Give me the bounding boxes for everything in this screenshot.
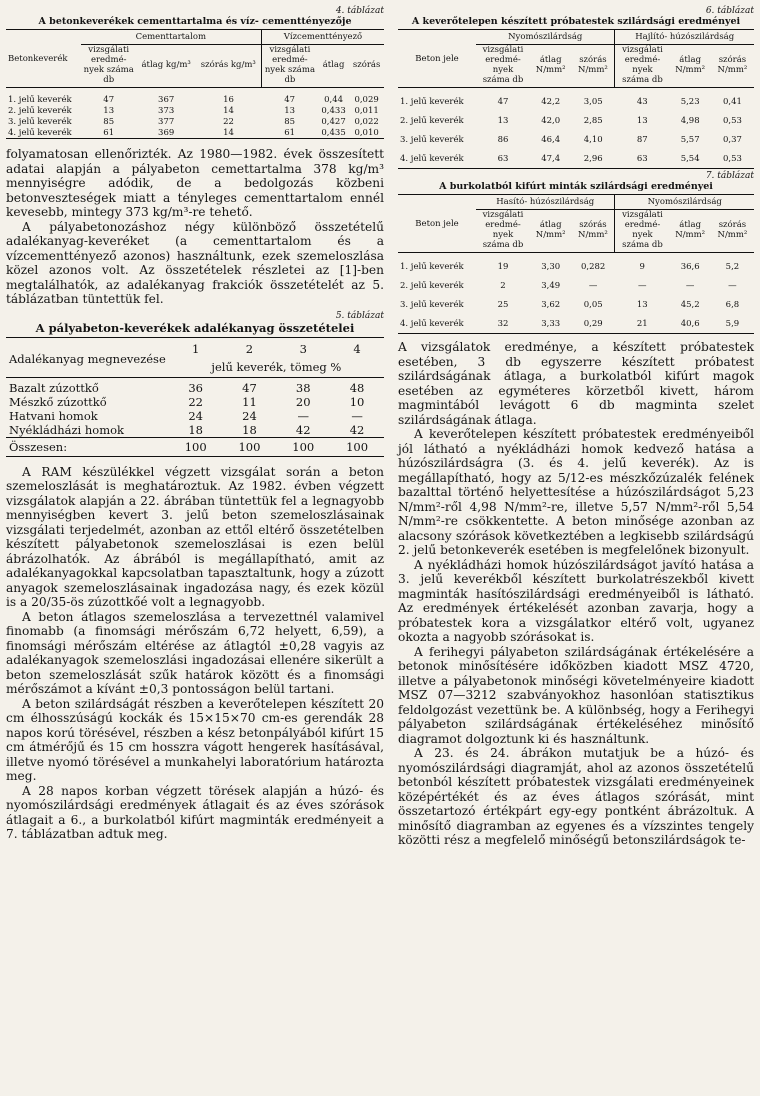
table5-row: Nyékládházi homok 18 18 42 42 [9, 422, 365, 437]
paragraph: A keverőtelepen készített próbatestek eredményeiből jól látható a nyékládházi homok kedvező hatása a húzószilárdságra (3. és 4. jelű keverék). Az is megállapítható, hogy az 5/12-es mészkőzúzalék felének bazalttal történő helyettesítése a húzószilárdságot 5,23 N/mm²-ről 4,98 N/mm²-re, illetve 5,57 N/mm²-ről 5,54 N/mm²-re csökkentette. A beton minősége azonban az alacsony szórások következtében a legkisebb szilárdságú 2. jelű betonkeverék esetében is megfelelőnek bizonyult. [398, 427, 754, 557]
table4-row: 2. jelű keverék 13 373 14 13 0,433 0,011 [8, 105, 379, 116]
table6-h-count2: vizsgálati eredmé- nyek száma db [615, 45, 670, 88]
table6-h-count: vizsgálati eredmé- nyek száma db [476, 45, 530, 88]
table5-row: Mészkő zúzottkő 22 11 20 10 [9, 394, 365, 409]
table4-h-avg-unit: átlag kg/m³ [137, 45, 196, 88]
table6-row: 1. jelű keverék 47 42,2 3,05 43 5,23 0,41 [400, 96, 742, 107]
table5-row-header: Adalékanyag megnevezése [6, 337, 169, 377]
table7-group-split: Hasító- húzószilárdság [476, 195, 615, 210]
table5-row: Hatvani homok 24 24 — — [9, 408, 363, 423]
paragraph: A 28 napos korban végzett törések alapján a húzó- és nyomószilárdsági eredmények átlagait és az éves szórások átlagait a 6., a burkolatból kifúrt magminták eredményeit a 7. táblázatban adtuk meg. [6, 783, 384, 841]
table6-row-header: Beton jele [398, 30, 476, 88]
table4-row: 3. jelű keverék 85 377 22 85 0,427 0,022 [8, 116, 379, 127]
table7-h-count2: vizsgálati eredmé- nyek száma db [615, 210, 670, 253]
table4-h-sd-unit: szórás kg/m³ [196, 45, 262, 88]
table6-h-avg2: átlag N/mm² [669, 45, 710, 88]
paragraph: A beton átlagos szemeloszlása a tervezettnél valamivel finomabb (a finomsági mérőszám 6,72 helyett, 6,59), a finomsági mérőszám eltérése az átlagtól ±0,28 vagyis az adalékanyagok szemeloszlási ingadozásai ellenére sikerült a beton szemeloszlását szűk határok között és a finomsági mérőszámot a kívánt ±0,3 pontosságon belül tartani. [6, 609, 384, 696]
paragraph: A nyékládházi homok húzószilárdságot javító hatása a 3. jelű keverékből készített burkolatrészekből kivett magminták hasítószilárdsági eredményeiből is látható. Az eredmények értékelését azonban zavarja, hogy a próbatestek kora a vizsgálatkor eltérő volt, ugyanez okozta a nagyobb szórásokat is. [398, 557, 754, 644]
table4 [6, 29, 384, 139]
table4-h-count: vizsgálati eredmé- nyek száma db [81, 45, 137, 88]
table7-row: 2. jelű keverék 2 3,49 — — — — [400, 280, 737, 291]
table6-row: 3. jelű keverék 86 46,4 4,10 87 5,57 0,37 [400, 134, 742, 145]
table6-group-flexural: Hajlító- húzószilárdság [615, 30, 754, 45]
table4-group-wc: Vízcementtényező [261, 30, 384, 45]
table6 [398, 29, 754, 169]
table6-h-sd: szórás N/mm² [571, 45, 615, 88]
table5-row: Bazalt zúzottkő 36 47 38 48 [9, 380, 365, 395]
table4-title: A betonkeverékek cementtartalma és víz- cementtényezője [38, 16, 352, 27]
table7-h-sd: szórás N/mm² [571, 210, 615, 253]
table6-h-avg: átlag N/mm² [530, 45, 571, 88]
table7-h-sd2: szórás N/mm² [711, 210, 754, 253]
table4-row: 4. jelű keverék 61 369 14 61 0,435 0,010 [8, 127, 379, 138]
table7-row: 1. jelű keverék 19 3,30 0,282 9 36,6 5,2 [400, 261, 740, 272]
table4-h-count2: vizsgálati eredmé- nyek száma db [261, 45, 318, 88]
right-column [398, 6, 754, 848]
right-text-block [398, 340, 754, 848]
table7-group-compressive: Nyomószilárdság [615, 195, 754, 210]
table4-row: 1. jelű keverék 47 367 16 47 0,44 0,029 [8, 94, 379, 105]
left-column [6, 6, 384, 842]
table7-title: A burkolatból kifúrt minták szilárdsági eredményei [439, 181, 713, 192]
table5-subheader: jelű keverék, tömeg % [169, 356, 384, 378]
table6-number: 6. táblázat [705, 6, 754, 16]
table6-h-sd2: szórás N/mm² [711, 45, 754, 88]
table7-h-avg: átlag N/mm² [530, 210, 571, 253]
paragraph: A RAM készülékkel végzett vizsgálat során a beton szemeloszlását is meghatároztuk. Az 1982. évben végzett vizsgálatok alapján a 22. ábrában tüntettük fel a legnagyobb mennyiségben kevert 3. jelű beton szemeloszlásainak vizsgálati terjedelmét, azonban az ettől eltérő összetételben készített pályabetonok szemeloszlásai is ezen belül ábrázolhatók. Az ábrából is megállapítható, amit az adalékanyagokkal kapcsolatban tapasztaltunk, hogy a zúzott anyagok szemeloszlásainak ingadozása nagy, és ezek közül is a 20/35-ös zúzottkőé volt a legnagyobb. [6, 464, 384, 609]
table7-h-count: vizsgálati eredmé- nyek száma db [476, 210, 530, 253]
table7-number: 7. táblázat [705, 171, 754, 181]
table4-h-sd: szórás [349, 45, 384, 88]
table7-row: 3. jelű keverék 25 3,62 0,05 13 45,2 6,8 [400, 299, 740, 310]
table7-row: 4. jelű keverék 32 3,33 0,29 21 40,6 5,9 [400, 318, 740, 329]
table4-row-header: Betonkeverék [6, 30, 81, 88]
table7 [398, 194, 754, 334]
paragraph: folyamatosan ellenőrizték. Az 1980—1982. évek összesített adatai alapján a pályabeton cemettartalma 378 kg/m³ mennyiségre adódik, de a bedolgozás közbeni betonveszteségek miatt a tényleges cementtartalom ennél kevesebb, mintegy 373 kg/m³-re tehető. [6, 147, 384, 219]
table6-group-compressive: Nyomószilárdság [476, 30, 615, 45]
paragraph: A pályabetonozáshoz négy különböző összetételű adalékanyag-keveréket (a cementtartalom és a vízcementtényező azonos) használtunk, ezek szemeloszlása közel azonos volt. Az összetételek részletei az [1]-ben megtalálhatók, az adalékanyag frakciók összetételét az 5. táblázatban tüntettük fel. [6, 219, 384, 306]
left-text-block-1 [6, 147, 384, 307]
paragraph: A ferihegyi pályabeton szilárdságának értékelésére a betonok minősítésére időközben kiadott MSZ 4720, illetve a pályabetonok minőségi követelményeire kiadott MSZ 07—3212 szabványokhoz hasonlóan statisztikus feldolgozást vezettünk be. A különbség, hogy a Ferihegyi pályabeton szilárdságának értékeléséhez minősítő diagramot dolgoztunk ki és használtunk. [398, 644, 754, 746]
left-text-block-2 [6, 465, 384, 842]
paragraph: A beton szilárdságát részben a keverőtelepen készített 20 cm élhosszúságú kockák és 15×15×70 cm-es gerendák 28 napos korú törésével, részben a kész betonpályából kifúrt 15 cm átmérőjű és 15 cm hosszra vágott hengerek hasításával, illetve nyomó törésével a munkahelyi laboratórium határozta meg. [6, 696, 384, 783]
table6-row: 2. jelű keverék 13 42,0 2,85 13 4,98 0,53 [400, 115, 742, 126]
table7-row-header: Beton jele [398, 195, 476, 253]
table5-number: 5. táblázat [335, 310, 384, 321]
table5-sum-row: Összesen: 100 100 100 100 [6, 437, 384, 456]
table5: Adalékanyag megnevezése 1 2 3 4 jelű keverék, tömeg % Bazalt zúzottkő 36 47 38 48 Mészkő zúzottkő 22 11 20 10 Hatvani homok 24 24 — — Nyékládházi homok 18 18 42 42 Összesen: 100 100 100 100 [6, 337, 384, 457]
table4-number: 4. táblázat [335, 6, 384, 16]
table6-title: A keverőtelepen készített próbatestek szilárdsági eredményei [411, 16, 741, 27]
paragraph: A vizsgálatok eredménye, a készített próbatestek esetében, 3 db egyszerre készített próbatest szilárdságának átlaga, a burkolatból kifúrt magok esetében az egyméteres körzetből kivett, három magmintából levágott 6 db magminta szelet szilárdságának átlaga. [398, 340, 754, 427]
paragraph: A 23. és 24. ábrákon mutatjuk be a húzó- és nyomószilárdsági diagramját, ahol az azonos összetételű betonból készített próbatestek vizsgálati eredményeinek középértékét és az éves átlagos szórását, mint összetartozó értékpárt egy-egy pontként ábrázoltuk. A minősítő diagramban az egyenes és a vízszintes tengely közötti rész a megfelelő minőségű betonszilárdságok te- [398, 746, 754, 847]
table6-row: 4. jelű keverék 63 47,4 2,96 63 5,54 0,53 [400, 153, 742, 164]
table5-title: A pályabeton-keverékek adalékanyag összetételei [35, 320, 355, 335]
table4-h-avg: átlag [318, 45, 349, 88]
table4-group-cement: Cementtartalom [81, 30, 262, 45]
table7-h-avg2: átlag N/mm² [669, 210, 710, 253]
